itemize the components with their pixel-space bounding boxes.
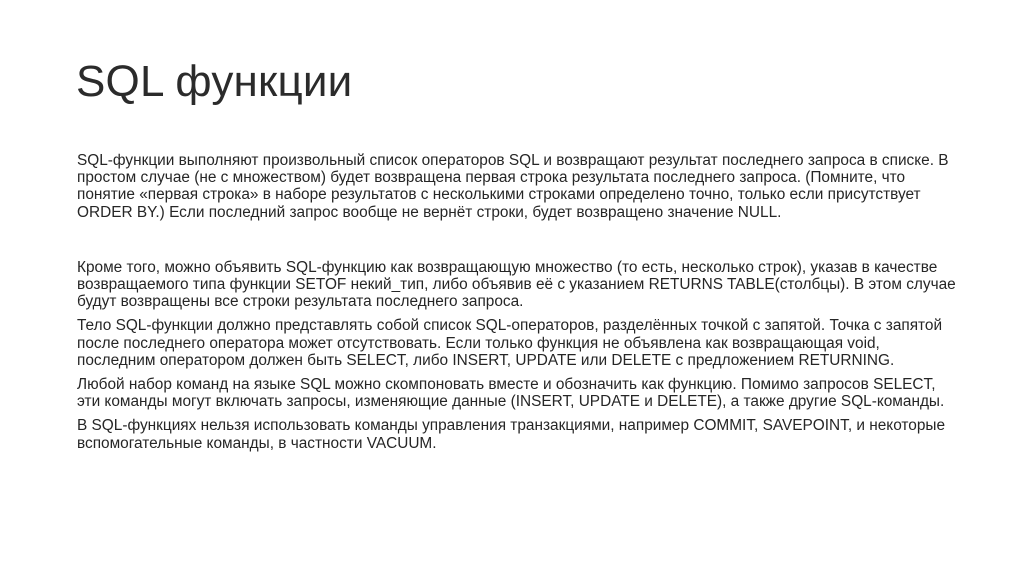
paragraph-function-body: Тело SQL-функции должно представлять собой список SQL-операторов, разделённых точкой с запятой. Точка с запятой после последнего оператора может отсутствовать. Если только функция не объявлена как возвращающая void, последним оператором должен быть SELECT, либо INSERT, UPDATE или DELETE с предложением RETURNING. <box>77 317 943 369</box>
paragraph-setof-returns: Кроме того, можно объявить SQL-функцию как возвращающую множество (то есть, несколько строк), указав в качестве возвращаемого типа функции SETOF некий_тип, либо объявив её с указанием RETURNS TABLE(столбцы). В этом случае будут возвращены все строки результата последнего запроса. <box>77 258 956 311</box>
slide-title: SQL функции <box>76 57 353 106</box>
paragraph-command-set: Любой набор команд на языке SQL можно скомпоновать вместе и обозначить как функцию. Помимо запросов SELECT, эти команды могут включать запросы, изменяющие данные (INSERT, UPDATE и DELETE), а также другие SQL-команды. <box>77 376 945 411</box>
paragraph-transaction-restrictions: В SQL-функциях нельзя использовать команды управления транзакциями, например COMMIT, SAVEPOINT, и некоторые вспомогательные команды, в частности VACUUM. <box>77 417 946 452</box>
paragraph-sql-functions-overview: SQL-функции выполняют произвольный список операторов SQL и возвращают результат последнего запроса в списке. В простом случае (не с множеством) будет возвращена первая строка результата последнего запроса. (Помните, что понятие «первая строка» в наборе результатов с несколькими строками определено точно, только если присутствует ORDER BY.) Если последний запрос вообще не вернёт строки, будет возвращено значение NULL. <box>77 152 949 221</box>
slide-body <box>77 152 957 452</box>
